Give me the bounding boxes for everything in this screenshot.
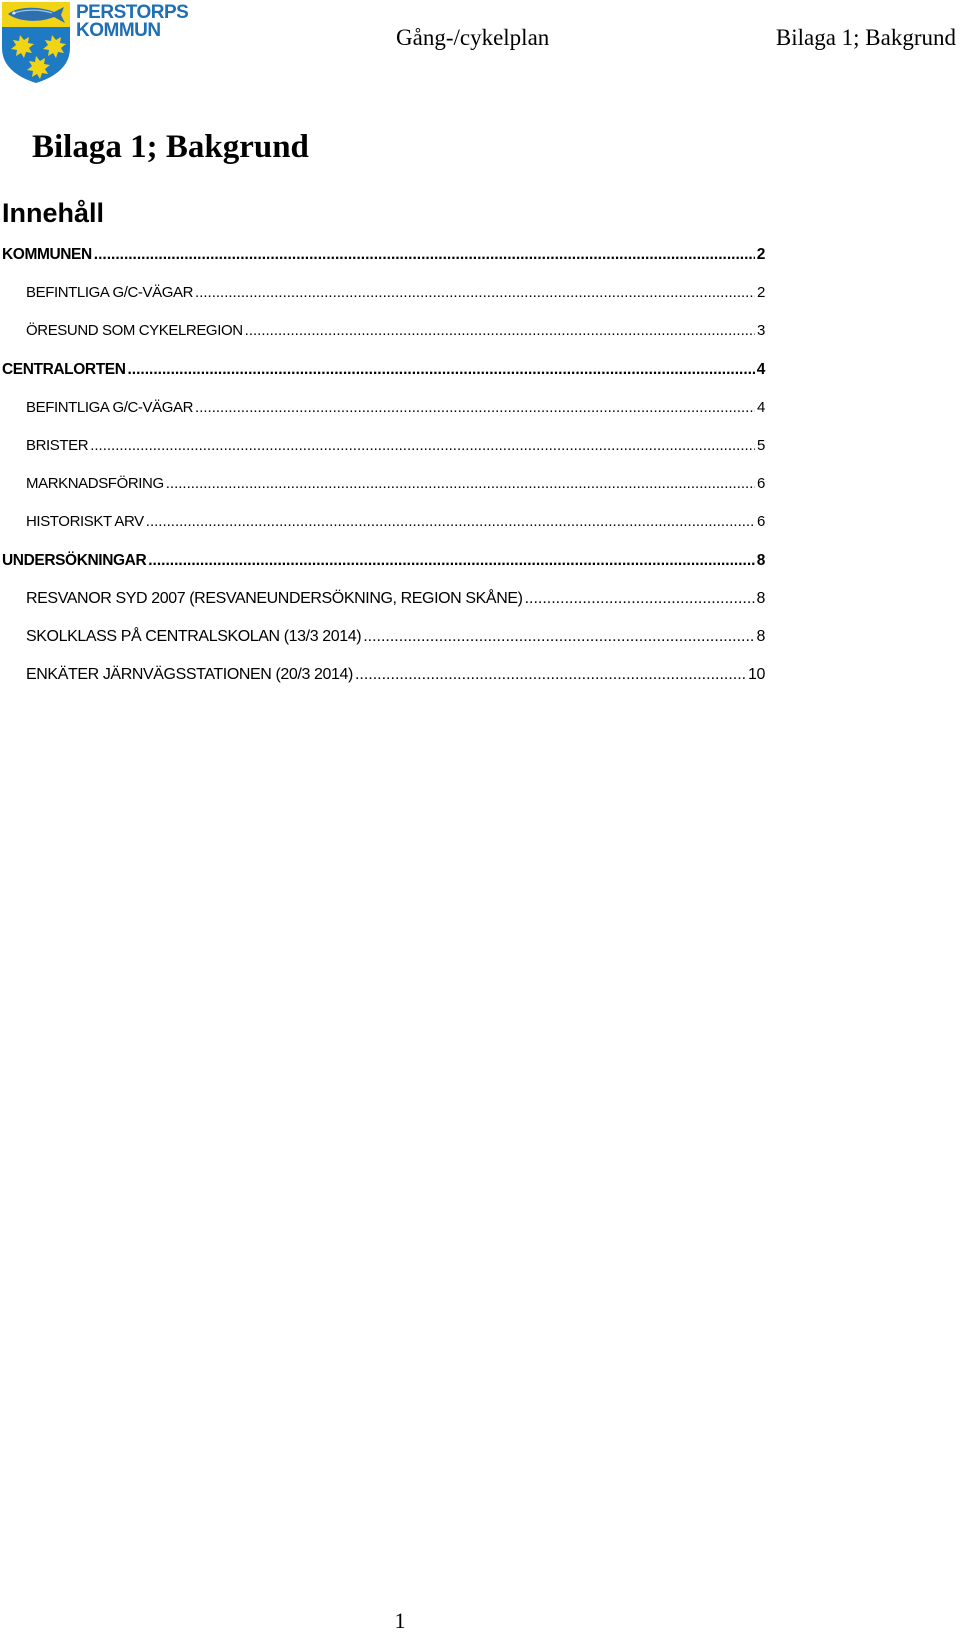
toc-dot-leader: [245, 319, 755, 343]
toc-entry-label: KOMMUNEN: [2, 246, 92, 263]
toc-dot-leader: [195, 396, 755, 420]
toc-entry-label: MARKNADSFÖRING: [26, 475, 164, 493]
toc-entry-page: 4: [757, 398, 765, 416]
toc-entry-page: 5: [757, 436, 765, 454]
toc-entry-label: ENKÄTER JÄRNVÄGSSTATIONEN (20/3 2014): [26, 666, 353, 684]
page-number: 1: [394, 1608, 406, 1633]
toc-dot-leader: [166, 472, 755, 496]
toc-dot-leader: [148, 549, 755, 573]
toc-entry-brister[interactable]: [0, 434, 765, 472]
toc-entry-label: CENTRALORTEN: [2, 360, 126, 378]
toc-entry-page: 6: [757, 475, 765, 493]
toc-entry-skolklass-centralskolan[interactable]: [0, 625, 765, 663]
toc-entry-page: 8: [756, 627, 765, 645]
toc-entry-kommunen[interactable]: [0, 243, 765, 281]
toc-entry-label: HISTORISKT ARV: [26, 513, 144, 531]
page-header: [0, 0, 960, 96]
header-document-title: Gång-/cykelplan: [396, 25, 550, 50]
toc-entry-marknadsforing[interactable]: [0, 472, 765, 510]
toc-entry-befintliga-gc-vagar-centralorten[interactable]: [0, 396, 765, 434]
toc-entry-label: BEFINTLIGA G/C-VÄGAR: [26, 398, 194, 416]
toc-entry-page: 10: [748, 666, 765, 684]
toc-entry-centralorten[interactable]: [0, 358, 765, 396]
logo-text-kommun: KOMMUN: [76, 20, 161, 41]
header-section-title: Bilaga 1; Bakgrund: [775, 25, 956, 50]
toc-entry-page: 4: [756, 360, 765, 378]
toc-dot-leader: [94, 243, 755, 267]
toc-entry-label: ÖRESUND SOM CYKELREGION: [26, 322, 243, 340]
coat-of-arms-icon: [0, 0, 72, 84]
toc-dot-leader: [128, 358, 755, 382]
toc-dot-leader: [90, 434, 755, 458]
toc-entry-page: 8: [756, 589, 765, 607]
toc-entry-page: 6: [757, 513, 765, 531]
toc-dot-leader: [525, 587, 755, 611]
document-title: Bilaga 1; Bakgrund: [32, 129, 309, 165]
toc-entry-label: BRISTER: [26, 436, 89, 454]
table-of-contents: [0, 243, 765, 701]
municipality-logo: [0, 0, 189, 88]
toc-entry-page: 2: [756, 246, 765, 263]
toc-dot-leader: [355, 663, 746, 687]
logo-text-perstorps: PERSTORPS: [76, 2, 189, 23]
toc-heading: Innehåll: [2, 198, 105, 228]
toc-entry-resvanor-syd-2007[interactable]: [0, 587, 765, 625]
toc-dot-leader: [363, 625, 754, 649]
toc-entry-label: RESVANOR SYD 2007 (RESVANEUNDERSÖKNING, REGION SKÅNE): [26, 589, 523, 607]
toc-entry-label: BEFINTLIGA G/C-VÄGAR: [26, 284, 194, 302]
toc-dot-leader: [195, 281, 755, 305]
toc-entry-undersokningar[interactable]: [0, 549, 765, 587]
toc-entry-label: SKOLKLASS PÅ CENTRALSKOLAN (13/3 2014): [26, 627, 362, 645]
toc-entry-enkater-jarnvagsstationen[interactable]: [0, 663, 765, 701]
toc-entry-befintliga-gc-vagar[interactable]: [0, 281, 765, 319]
toc-entry-label: UNDERSÖKNINGAR: [2, 551, 147, 569]
toc-entry-historiskt-arv[interactable]: [0, 510, 765, 548]
toc-entry-page: 3: [757, 322, 765, 340]
toc-entry-page: 2: [757, 284, 765, 302]
toc-entry-oresund-som-cykelregion[interactable]: [0, 319, 765, 357]
toc-entry-page: 8: [756, 551, 765, 569]
toc-dot-leader: [146, 510, 755, 534]
